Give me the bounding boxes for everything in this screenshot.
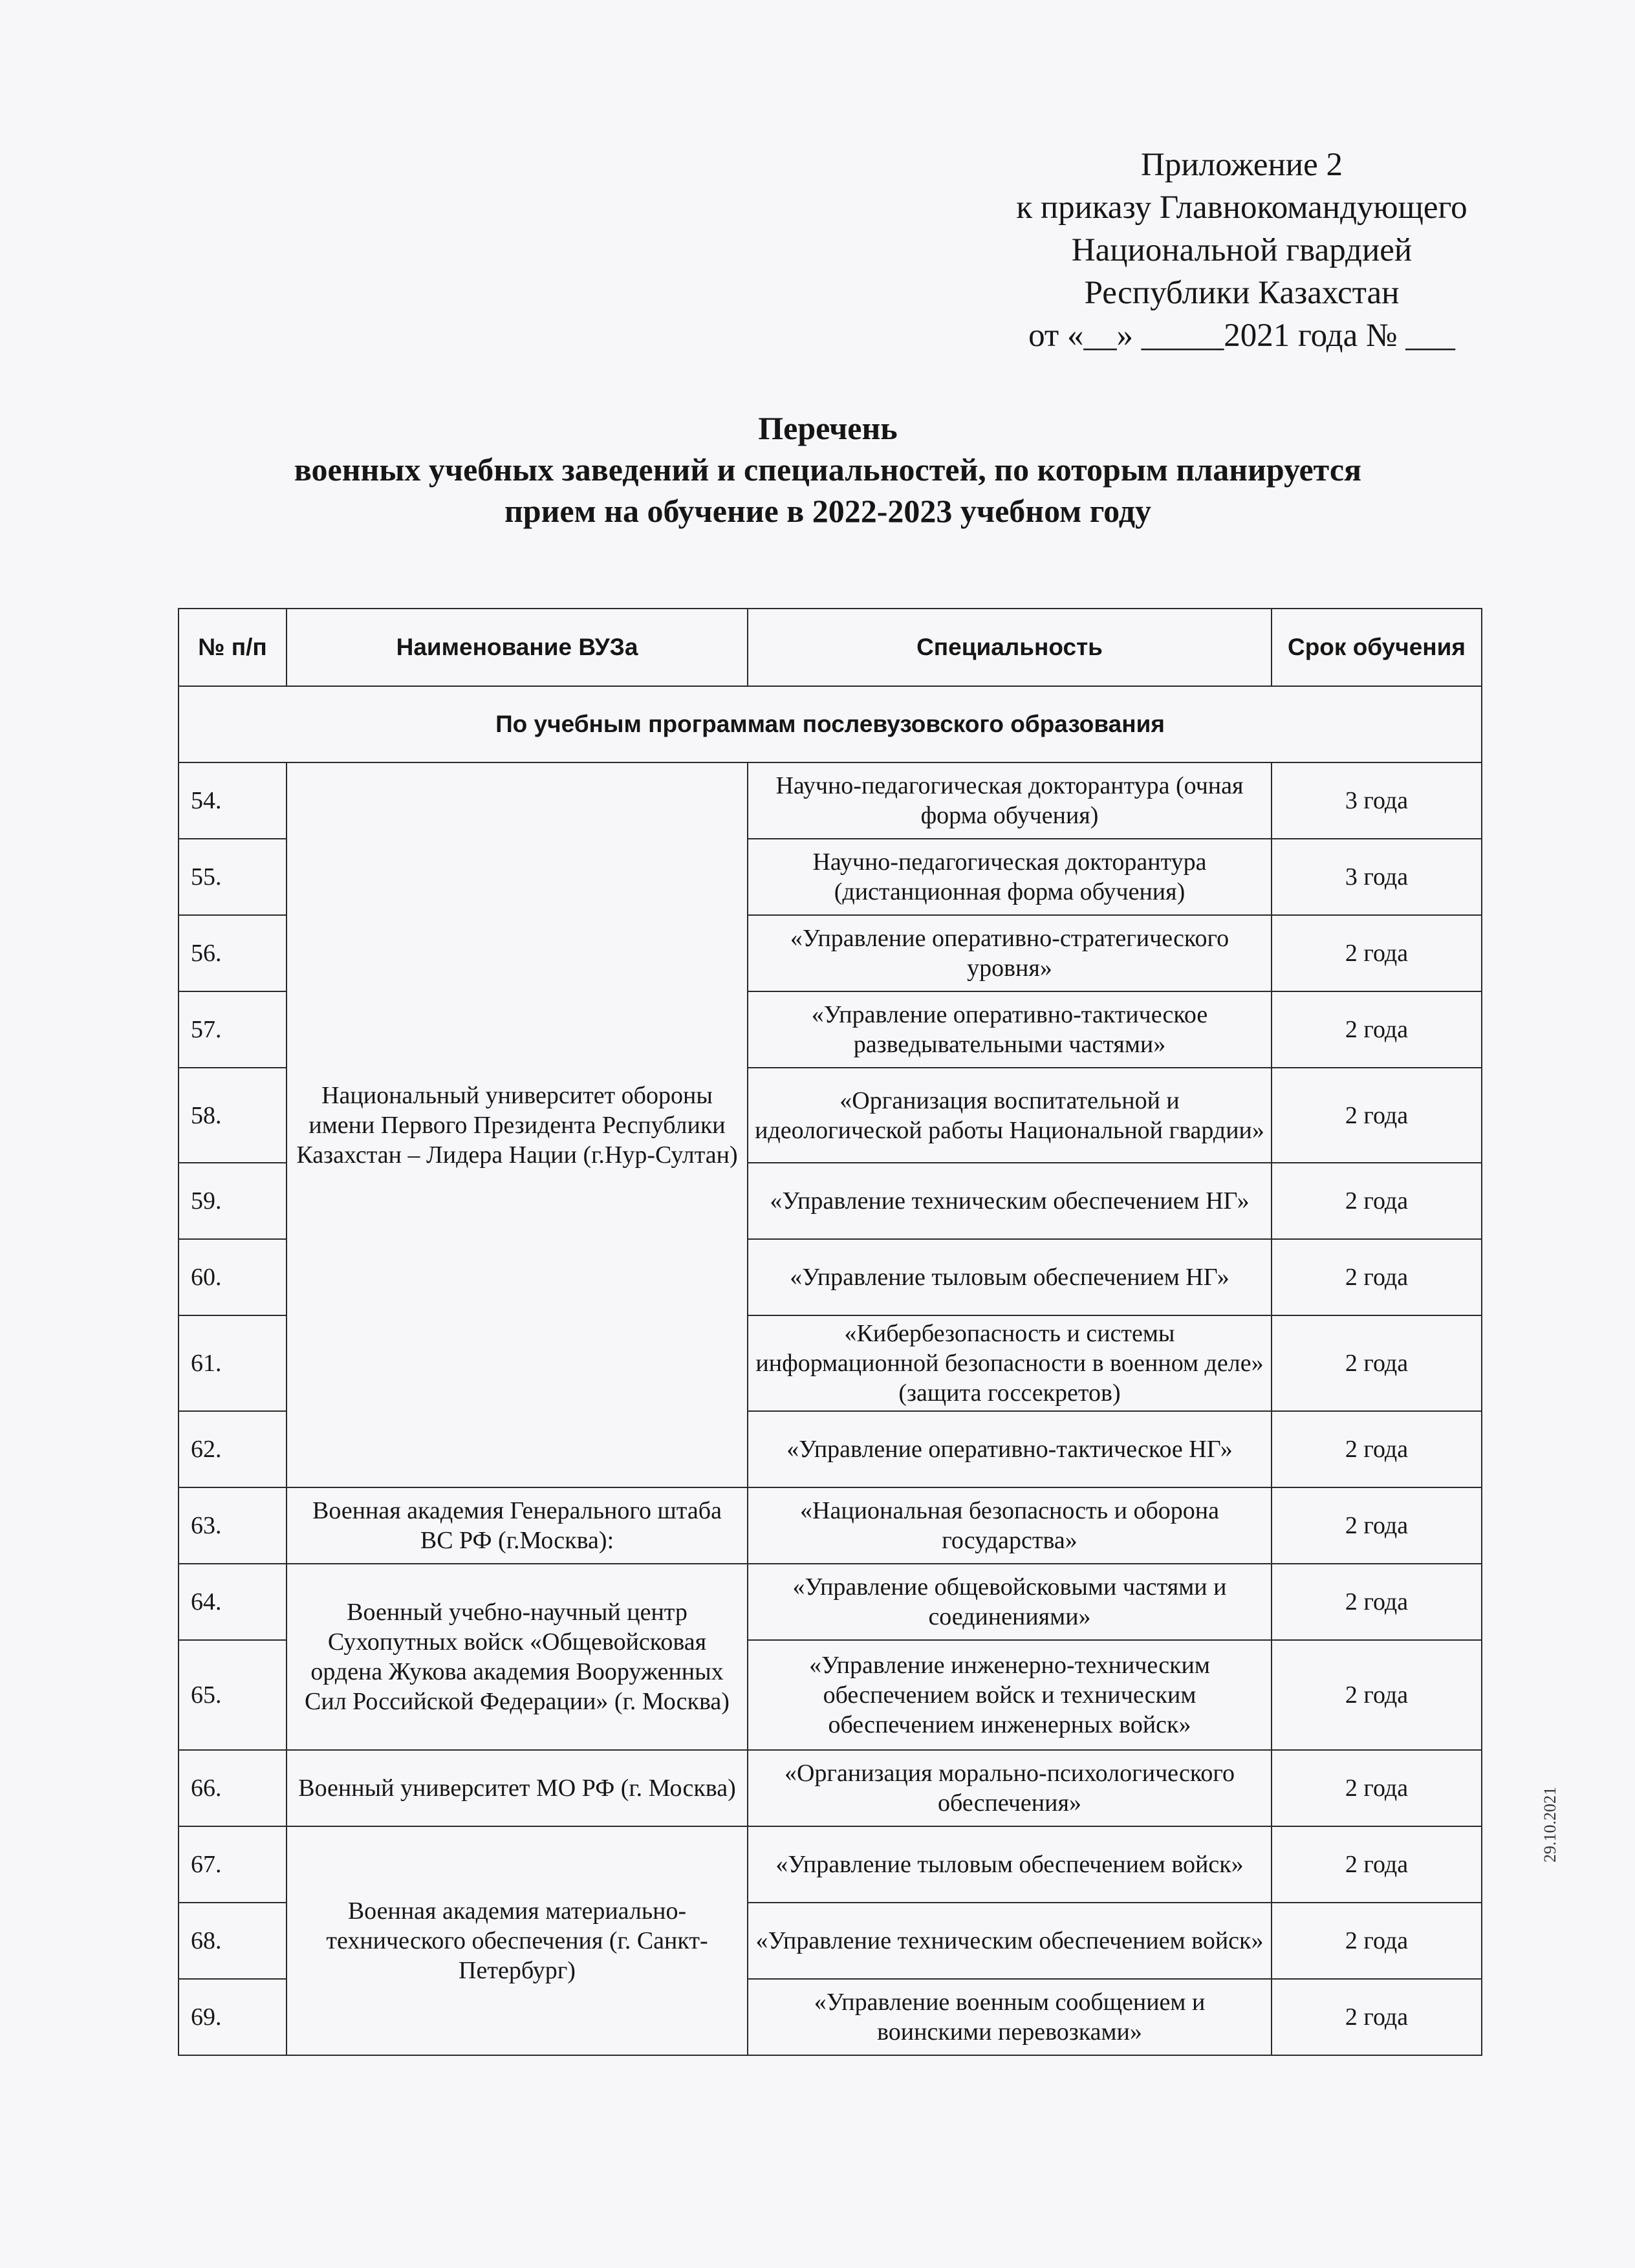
table-row	[179, 1750, 1482, 1826]
row-number: 67.	[179, 1826, 287, 1903]
institution-cell: Военный учебно-научный центр Сухопутных войск «Общевойсковая ордена Жукова академия Вооруженных Сил Российской Федерации» (г. Москва)	[287, 1564, 748, 1750]
specialty-cell: «Организация воспитательной и идеологической работы Национальной гвардии»	[748, 1068, 1272, 1163]
appendix-line: Национальной гвардией	[1071, 232, 1413, 268]
duration-cell: 2 года	[1272, 1564, 1482, 1640]
specialty-cell: «Управление общевойсковыми частями и соединениями»	[748, 1564, 1272, 1640]
duration-cell: 2 года	[1272, 1411, 1482, 1487]
header-institution: Наименование ВУЗа	[287, 609, 748, 686]
duration-cell: 2 года	[1272, 1979, 1482, 2055]
row-number: 65.	[179, 1640, 287, 1750]
specialty-cell: «Управление техническим обеспечением войск»	[748, 1903, 1272, 1979]
row-number: 55.	[179, 839, 287, 915]
specialty-cell: Научно-педагогическая докторантура (очная форма обучения)	[748, 762, 1272, 839]
duration-cell: 3 года	[1272, 762, 1482, 839]
institution-cell: Военная академия Генерального штаба ВС РФ (г.Москва):	[287, 1487, 748, 1564]
table-row	[179, 1564, 1482, 1640]
header-num: № п/п	[179, 609, 287, 686]
institution-cell: Военный университет МО РФ (г. Москва)	[287, 1750, 748, 1826]
specialty-cell: «Управление тыловым обеспечением войск»	[748, 1826, 1272, 1903]
specialty-cell: «Управление оперативно-тактическое НГ»	[748, 1411, 1272, 1487]
row-number: 64.	[179, 1564, 287, 1640]
side-date-stamp: 29.10.2021	[1541, 1787, 1559, 1863]
duration-cell: 2 года	[1272, 1826, 1482, 1903]
row-number: 58.	[179, 1068, 287, 1163]
row-number: 59.	[179, 1163, 287, 1239]
specialty-cell: «Организация морально-психологического обеспечения»	[748, 1750, 1272, 1826]
appendix-header	[893, 144, 1591, 357]
appendix-line: к приказу Главнокомандующего	[1016, 189, 1467, 226]
section-row	[179, 686, 1482, 762]
table-row	[179, 1487, 1482, 1564]
duration-cell: 2 года	[1272, 1750, 1482, 1826]
appendix-line: от «__» _____2021 года № ___	[1028, 318, 1455, 354]
specialty-cell: «Управление оперативно-стратегического уровня»	[748, 915, 1272, 991]
title-line: Перечень	[758, 410, 898, 446]
row-number: 61.	[179, 1315, 287, 1411]
specialty-cell: «Управление инженерно-техническим обеспечением войск и техническим обеспечением инженерных войск»	[748, 1640, 1272, 1750]
row-number: 69.	[179, 1979, 287, 2055]
document-title	[149, 407, 1507, 532]
institutions-table	[178, 608, 1482, 2056]
duration-cell: 2 года	[1272, 1640, 1482, 1750]
table-row	[179, 1826, 1482, 1903]
header-specialty: Специальность	[748, 609, 1272, 686]
title-line: прием на обучение в 2022-2023 учебном году	[504, 493, 1152, 529]
row-number: 54.	[179, 762, 287, 839]
table-row	[179, 762, 1482, 839]
row-number: 63.	[179, 1487, 287, 1564]
header-duration: Срок обучения	[1272, 609, 1482, 686]
duration-cell: 2 года	[1272, 1315, 1482, 1411]
row-number: 57.	[179, 991, 287, 1068]
duration-cell: 2 года	[1272, 1903, 1482, 1979]
duration-cell: 2 года	[1272, 1163, 1482, 1239]
appendix-line: Приложение 2	[1141, 147, 1343, 183]
duration-cell: 2 года	[1272, 1239, 1482, 1315]
row-number: 68.	[179, 1903, 287, 1979]
row-number: 66.	[179, 1750, 287, 1826]
duration-cell: 2 года	[1272, 1487, 1482, 1564]
duration-cell: 2 года	[1272, 915, 1482, 991]
duration-cell: 2 года	[1272, 1068, 1482, 1163]
row-number: 60.	[179, 1239, 287, 1315]
specialty-cell: «Управление оперативно-тактическое разведывательными частями»	[748, 991, 1272, 1068]
appendix-line: Республики Казахстан	[1084, 275, 1400, 311]
title-line: военных учебных заведений и специальностей, по которым планируется	[294, 451, 1362, 488]
institution-cell: Национальный университет обороны имени Первого Президента Республики Казахстан – Лидера Нации (г.Нур-Султан)	[287, 762, 748, 1487]
row-number: 56.	[179, 915, 287, 991]
duration-cell: 2 года	[1272, 991, 1482, 1068]
row-number: 62.	[179, 1411, 287, 1487]
specialty-cell: «Управление техническим обеспечением НГ»	[748, 1163, 1272, 1239]
specialty-cell: «Кибербезопасность и системы информационной безопасности в военном деле» (защита госсекретов)	[748, 1315, 1272, 1411]
section-title: По учебным программам послевузовского образования	[179, 686, 1482, 762]
specialty-cell: Научно-педагогическая докторантура (дистанционная форма обучения)	[748, 839, 1272, 915]
institution-cell: Военная академия материально-технического обеспечения (г. Санкт-Петербург)	[287, 1826, 748, 2055]
specialty-cell: «Управление тыловым обеспечением НГ»	[748, 1239, 1272, 1315]
table-header-row	[179, 609, 1482, 686]
duration-cell: 3 года	[1272, 839, 1482, 915]
specialty-cell: «Управление военным сообщением и воинскими перевозками»	[748, 1979, 1272, 2055]
specialty-cell: «Национальная безопасность и оборона государства»	[748, 1487, 1272, 1564]
